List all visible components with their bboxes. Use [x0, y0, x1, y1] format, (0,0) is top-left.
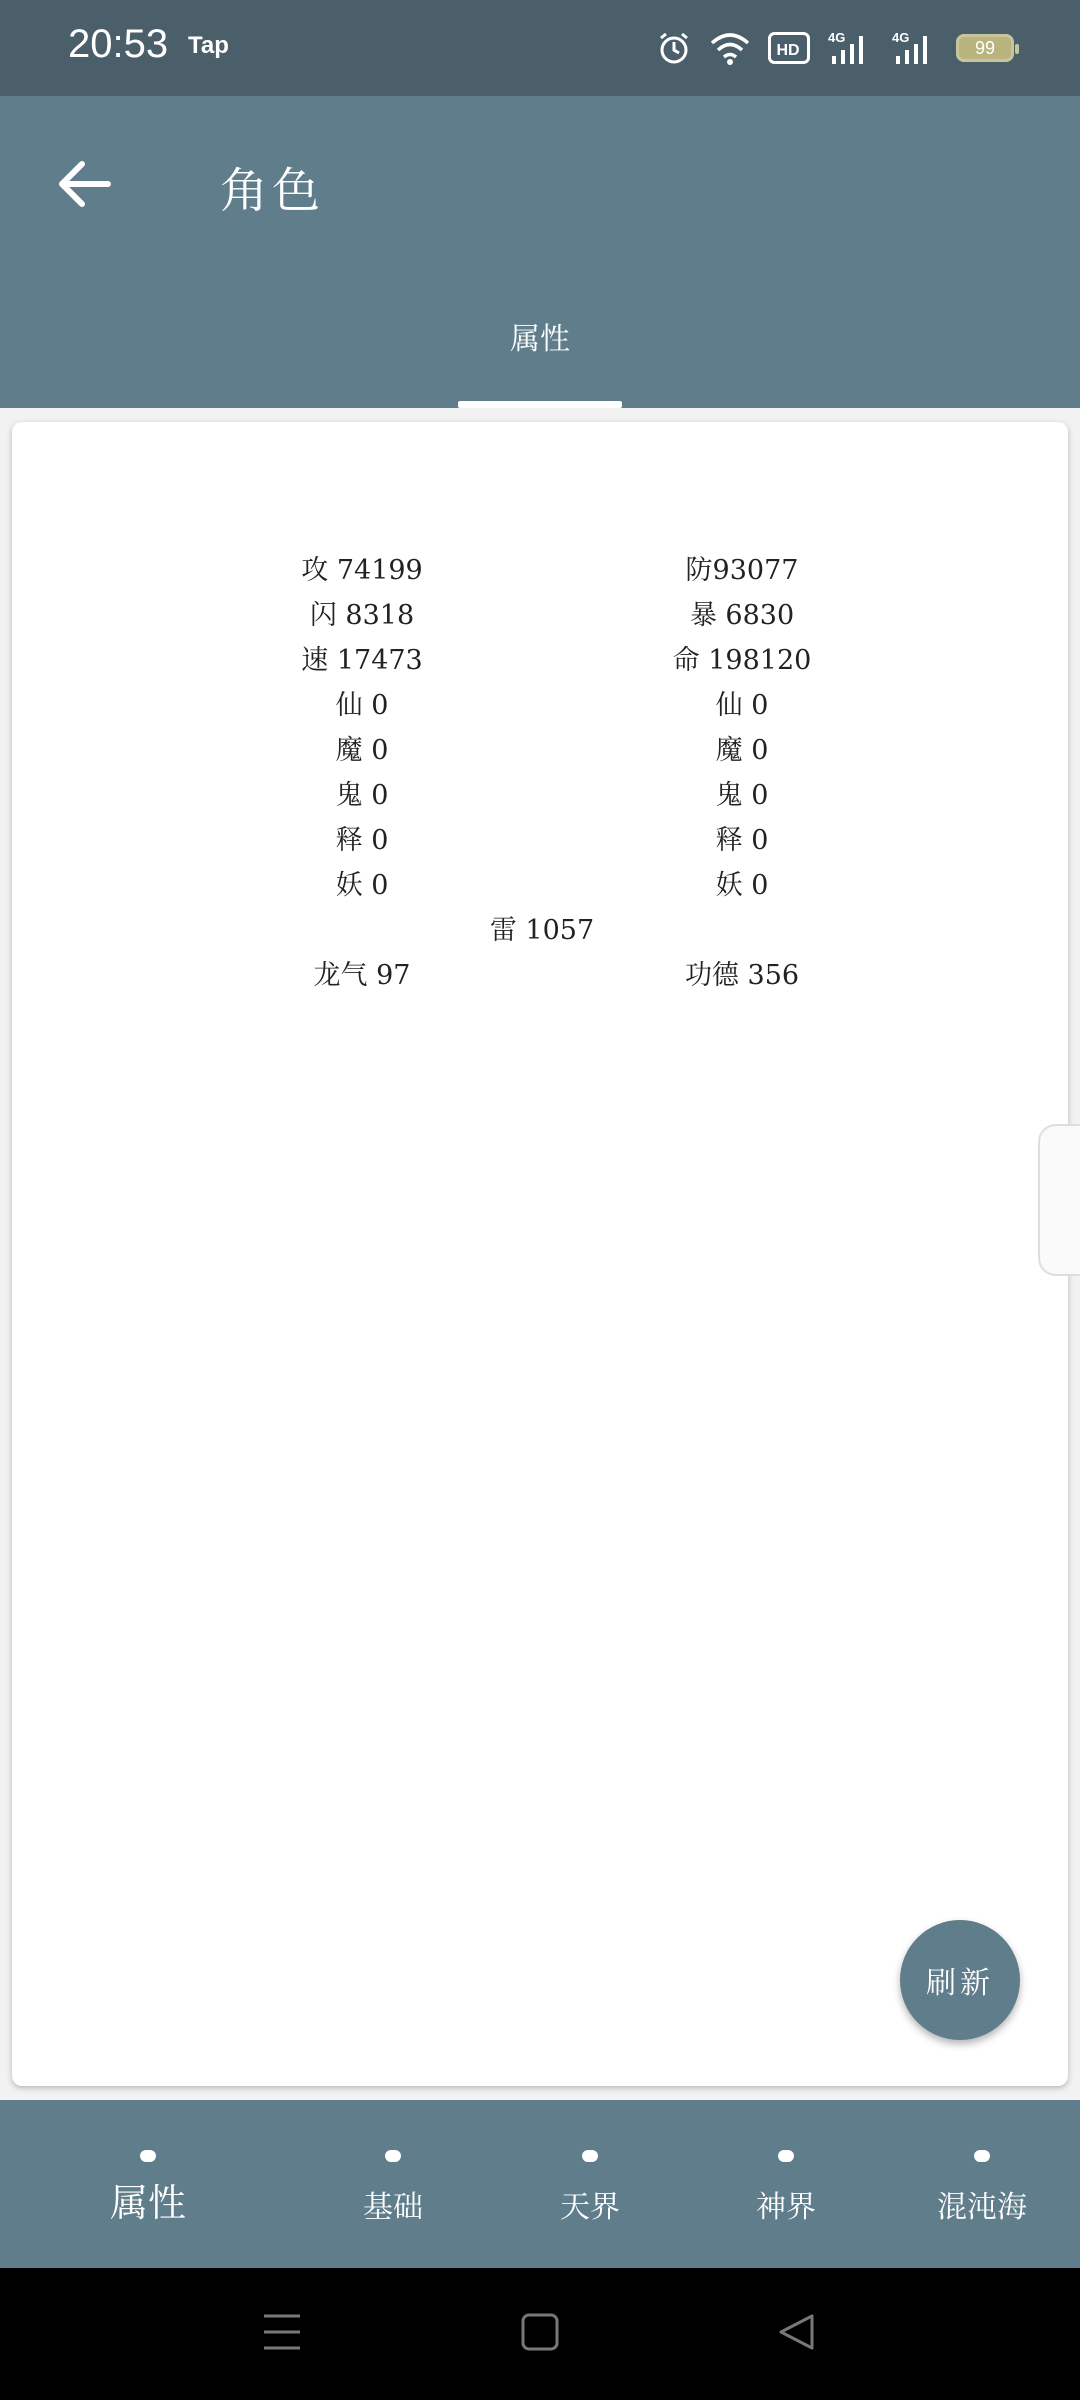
stat-dodge: 闪 8318 — [309, 600, 415, 631]
nav-item-attributes[interactable] — [58, 2100, 238, 2268]
stat-thunder: 雷 1057 — [489, 915, 595, 946]
stat-ghost-right: 鬼 0 — [715, 780, 769, 811]
stat-immortal-left: 仙 0 — [335, 690, 389, 721]
stat-monster-right: 妖 0 — [715, 870, 769, 901]
nav-label: 天界 — [560, 2190, 620, 2225]
refresh-button[interactable]: 刷新 — [900, 1920, 1020, 2040]
stat-monster-left: 妖 0 — [335, 870, 389, 901]
stat-attack: 攻 74199 — [301, 555, 423, 586]
tab-attributes[interactable] — [458, 306, 622, 408]
status-icons — [656, 26, 1014, 70]
menu-icon[interactable] — [262, 2310, 302, 2354]
nav-dot-icon — [385, 2150, 401, 2162]
stat-ghost-left: 鬼 0 — [335, 780, 389, 811]
nav-item-god-realm[interactable] — [696, 2100, 876, 2268]
stat-buddha-right: 释 0 — [715, 825, 769, 856]
edge-panel-handle[interactable] — [1038, 1124, 1080, 1276]
system-navigation-bar — [0, 2268, 1080, 2400]
svg-text:4G: 4G — [828, 30, 846, 45]
status-time: 20:53 — [68, 22, 169, 66]
nav-item-basics[interactable] — [303, 2100, 483, 2268]
nav-label: 神界 — [756, 2190, 816, 2225]
stat-merit: 功德 356 — [684, 960, 800, 991]
nav-label: 基础 — [363, 2190, 423, 2225]
nav-dot-icon — [778, 2150, 794, 2162]
battery-icon — [956, 34, 1014, 62]
tab-indicator — [458, 401, 622, 408]
page-title: 角色 — [220, 163, 325, 219]
nav-item-chaos-sea[interactable] — [892, 2100, 1072, 2268]
stat-dragon-qi: 龙气 97 — [313, 960, 411, 991]
stat-speed: 速 17473 — [301, 645, 423, 676]
stat-immortal-right: 仙 0 — [715, 690, 769, 721]
signal-icon — [892, 30, 938, 66]
status-bar — [0, 0, 1080, 96]
signal-icon — [828, 30, 874, 66]
app-bar — [0, 96, 1080, 408]
nav-label: 属性 — [109, 2181, 186, 2225]
wifi-icon — [710, 31, 750, 65]
stats-card — [12, 422, 1068, 2086]
nav-item-heaven[interactable] — [500, 2100, 680, 2268]
stat-demon-right: 魔 0 — [715, 735, 769, 766]
svg-text:4G: 4G — [892, 30, 910, 45]
stat-demon-left: 魔 0 — [335, 735, 389, 766]
hd-icon — [768, 32, 810, 64]
nav-dot-icon — [140, 2150, 156, 2162]
back-icon[interactable] — [776, 2312, 816, 2352]
stat-crit: 暴 6830 — [689, 600, 795, 631]
alarm-icon — [656, 30, 692, 66]
status-app-label: Tap — [188, 32, 229, 59]
nav-dot-icon — [582, 2150, 598, 2162]
arrow-left-icon[interactable] — [54, 154, 114, 214]
svg-text:HD: HD — [776, 42, 800, 59]
nav-label: 混沌海 — [937, 2190, 1027, 2225]
home-icon[interactable] — [520, 2312, 560, 2352]
tab-label: 属性 — [510, 322, 570, 357]
battery-level: 99 — [974, 37, 996, 58]
stat-buddha-left: 释 0 — [335, 825, 389, 856]
stat-life: 命 198120 — [672, 645, 812, 676]
nav-dot-icon — [974, 2150, 990, 2162]
stat-defense: 防93077 — [685, 555, 799, 586]
bottom-navigation — [0, 2100, 1080, 2268]
